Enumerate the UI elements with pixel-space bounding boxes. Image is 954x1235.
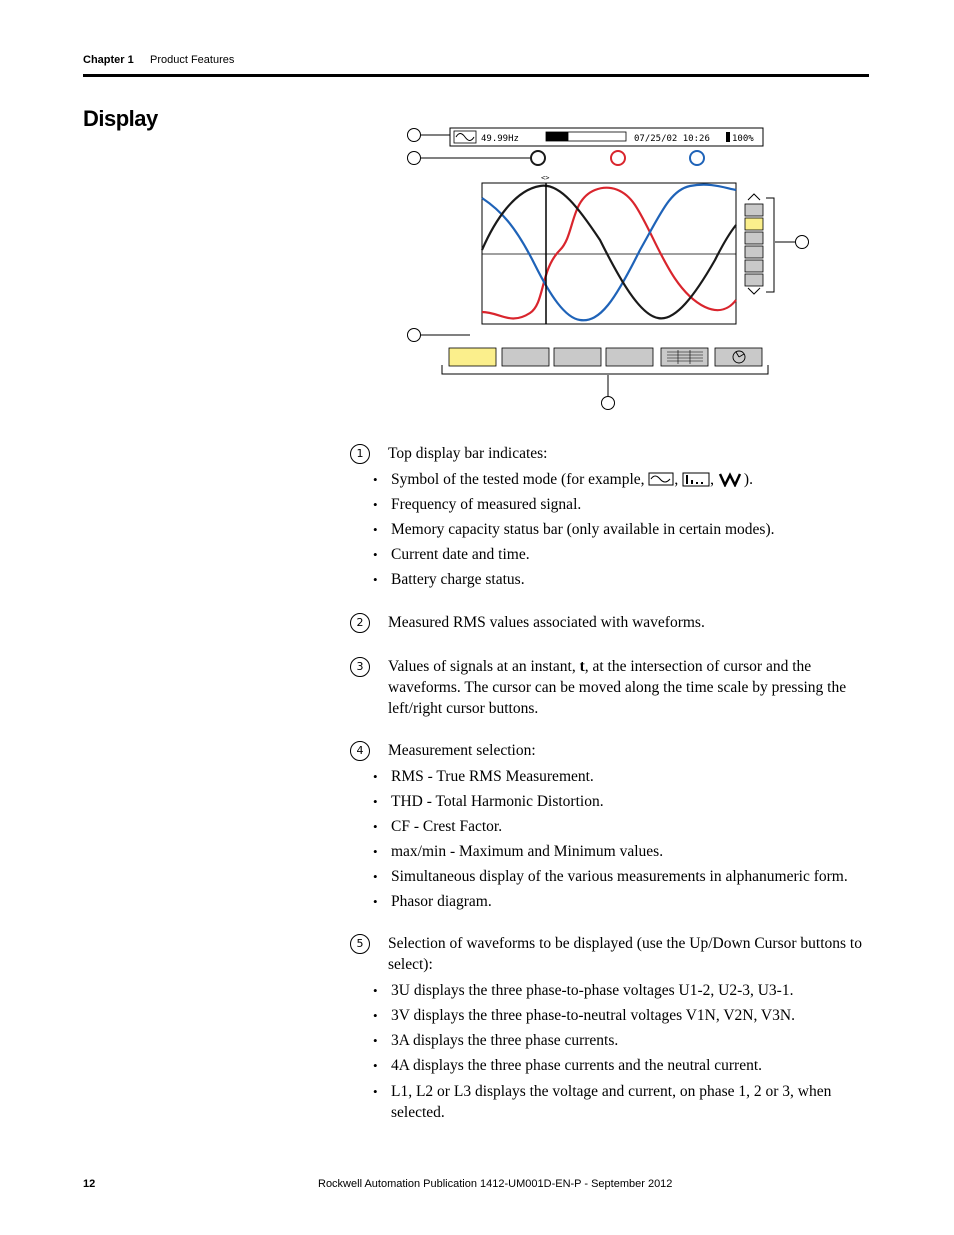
frequency-readout: 49.99Hz — [481, 134, 519, 144]
measure-button-cf — [554, 348, 601, 366]
measure-button-thd — [502, 348, 549, 366]
item-1-text: Top display bar indicates: — [388, 445, 548, 462]
list-item: • 3V displays the three phase-to-neutral voltages V1N, V2N, V3N. — [373, 1003, 853, 1028]
top-status-bar — [450, 128, 763, 146]
up-arrow-icon — [748, 194, 760, 200]
item-number-1: 1 — [350, 444, 370, 464]
battery-readout: 100% — [732, 134, 754, 144]
header-rule — [83, 74, 869, 77]
item-number-3: 3 — [350, 657, 370, 677]
date-time-readout: 07/25/02 10:26 — [634, 134, 710, 144]
display-figure — [400, 120, 820, 420]
battery-icon — [726, 132, 730, 142]
scope-mode-icon — [648, 472, 674, 486]
page-header — [83, 54, 235, 66]
list-4 — [373, 764, 848, 914]
callout-1-marker — [408, 129, 421, 142]
list-item: • L1, L2 or L3 displays the voltage and current, on phase 1, 2 or 3, when selected. — [373, 1081, 853, 1123]
chapter-label: Chapter 1 — [83, 54, 134, 66]
item-number-4: 4 — [350, 741, 370, 761]
list-item: • Phasor diagram. — [373, 889, 848, 914]
callout-3-marker — [408, 329, 421, 342]
chapter-title: Product Features — [150, 54, 235, 66]
rms-indicator-ch1 — [531, 151, 545, 165]
measurement-selection-buttons — [449, 348, 762, 366]
item-number-5: 5 — [350, 934, 370, 954]
list-item: • Current date and time. — [373, 542, 775, 567]
item-3-text: Values of signals at an instant, t, at the intersection of cursor and the waveforms. The cursor can be moved along the time scale by pressing the left/right cursor buttons. — [388, 658, 847, 717]
item-number-2: 2 — [350, 613, 370, 633]
callout-2-marker — [408, 152, 421, 165]
list-item: • Frequency of measured signal. — [373, 492, 775, 517]
power-mode-icon — [718, 471, 744, 487]
cursor-marker: <> — [541, 174, 550, 182]
callout-5-marker — [796, 236, 809, 249]
section-title: Display — [83, 106, 158, 131]
waveform-plot — [482, 183, 736, 324]
page-number: 12 — [83, 1178, 96, 1190]
list-item: • Memory capacity status bar (only available in certain modes). — [373, 517, 775, 542]
list-item: • RMS - True RMS Measurement. — [373, 764, 848, 789]
list-item: • THD - Total Harmonic Distortion. — [373, 789, 848, 814]
list-item: • Symbol of the tested mode (for example, , , ). — [373, 467, 775, 492]
rms-indicator-ch3 — [690, 151, 704, 165]
item-4-text: Measurement selection: — [388, 742, 536, 759]
item-5-text: Selection of waveforms to be displayed (use the Up/Down Cursor buttons to select): — [388, 935, 862, 973]
list-5 — [373, 978, 853, 1123]
item-2-text: Measured RMS values associated with waveforms. — [388, 614, 705, 631]
waveform-selection-buttons — [745, 194, 763, 294]
rms-indicator-ch2 — [611, 151, 625, 165]
measure-button-table — [661, 348, 708, 366]
down-arrow-icon — [748, 288, 760, 294]
measure-button-rms — [449, 348, 496, 366]
memory-status-fill — [546, 132, 568, 141]
measure-button-maxmin — [606, 348, 653, 366]
list-item: • CF - Crest Factor. — [373, 814, 848, 839]
list-item: • Simultaneous display of the various measurements in alphanumeric form. — [373, 864, 848, 889]
list-item: • 3U displays the three phase-to-phase voltages U1-2, U2-3, U3-1. — [373, 978, 853, 1003]
list-1 — [373, 467, 775, 592]
list-item: • 4A displays the three phase currents and the neutral current. — [373, 1053, 853, 1078]
list-item: • max/min - Maximum and Minimum values. — [373, 839, 848, 864]
list-item: • Battery charge status. — [373, 567, 775, 592]
publication-footer: Rockwell Automation Publication 1412-UM001D-EN-P - September 2012 — [318, 1178, 673, 1190]
list-item: • 3A displays the three phase currents. — [373, 1028, 853, 1053]
callout-4-marker — [602, 397, 615, 410]
harmonics-mode-icon — [682, 471, 710, 487]
